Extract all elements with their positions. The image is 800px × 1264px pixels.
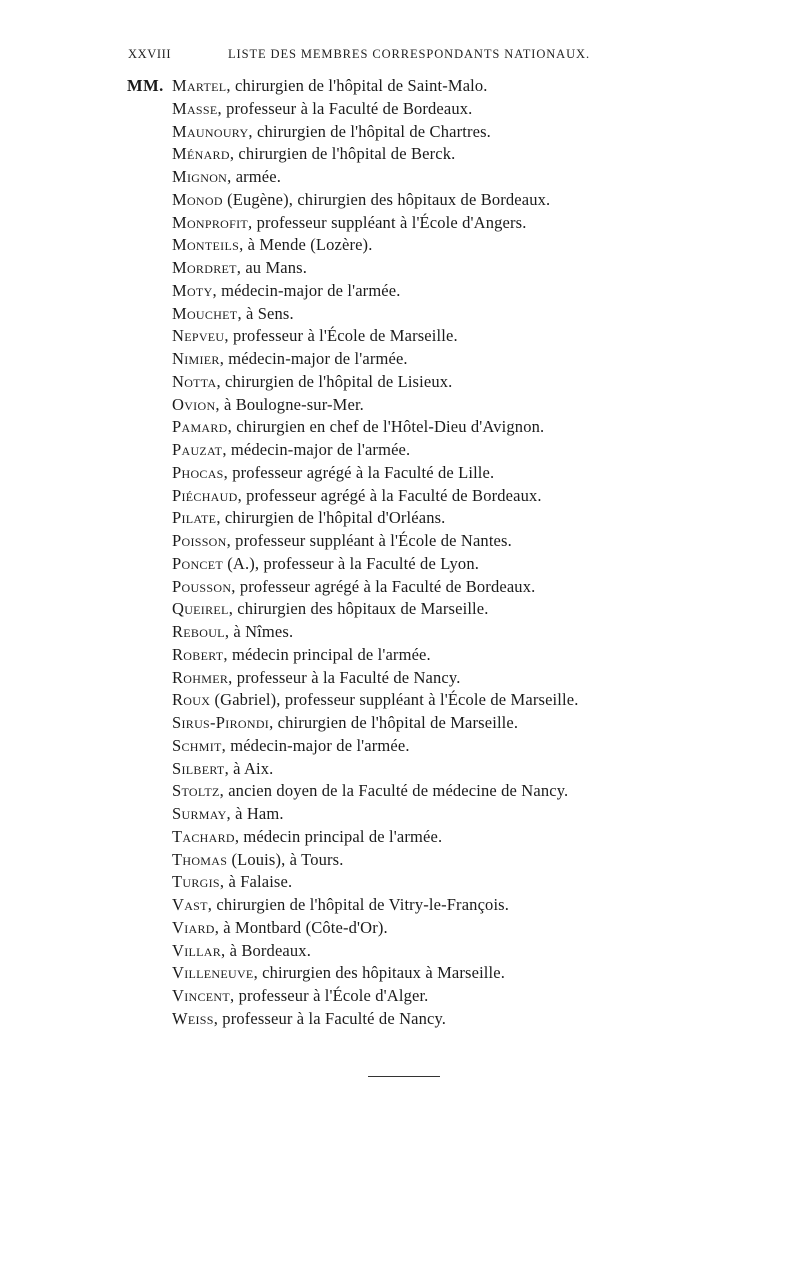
running-title: LISTE DES MEMBRES CORRESPONDANTS NATIONAUX. bbox=[228, 47, 590, 61]
member-description: , au Mans. bbox=[236, 258, 308, 277]
member-name: Pousson bbox=[172, 576, 232, 596]
list-item bbox=[172, 598, 772, 621]
member-description: , à Aix. bbox=[224, 758, 274, 778]
member-description: , à Boulogne-sur-Mer. bbox=[215, 394, 364, 414]
member-name: Poisson bbox=[172, 531, 227, 550]
member-name: Silbert bbox=[172, 758, 225, 778]
list-item bbox=[172, 416, 772, 439]
list-item bbox=[172, 735, 772, 758]
list-item bbox=[172, 303, 772, 326]
member-description: (A.), professeur à la Faculté de Lyon. bbox=[222, 553, 480, 573]
member-description: , à Ham. bbox=[226, 804, 284, 823]
list-item bbox=[172, 667, 772, 690]
member-name: Pauzat bbox=[172, 440, 223, 459]
member-name: Masse bbox=[172, 98, 218, 118]
list-item bbox=[172, 485, 772, 508]
member-description: , médecin principal de l'armée. bbox=[223, 644, 431, 664]
member-name: Nepveu bbox=[172, 326, 225, 346]
list-item bbox=[172, 212, 772, 235]
list-item bbox=[172, 189, 772, 212]
member-description: , professeur agrégé à la Faculté de Bordeaux. bbox=[237, 485, 542, 505]
member-name: Villeneuve bbox=[172, 963, 254, 983]
list-item bbox=[172, 75, 772, 98]
member-name: Monteils bbox=[172, 235, 240, 255]
member-description: , professeur agrégé à la Faculté de Lille. bbox=[223, 462, 495, 482]
member-description: , médecin-major de l'armée. bbox=[219, 349, 408, 368]
member-name: Sirus-Pirondi bbox=[172, 713, 270, 732]
list-item bbox=[172, 712, 772, 735]
member-name: Surmay bbox=[172, 804, 227, 823]
list-item bbox=[172, 371, 772, 394]
member-name: Villar bbox=[172, 940, 222, 960]
list-item bbox=[172, 871, 772, 894]
member-description: , professeur suppléant à l'École de Nantes. bbox=[226, 531, 512, 550]
member-description: , à Montbard (Côte-d'Or). bbox=[214, 917, 388, 937]
member-name: Monod bbox=[172, 189, 223, 209]
member-name: Mordret bbox=[172, 258, 237, 277]
member-description: , professeur à la Faculté de Nancy. bbox=[228, 667, 461, 687]
member-description: , professeur à l'École d'Alger. bbox=[230, 986, 429, 1005]
honorific-prefix: MM. bbox=[127, 76, 164, 95]
member-name: Phocas bbox=[172, 462, 224, 482]
list-item bbox=[172, 394, 772, 417]
member-description: , chirurgien de l'hôpital de Berck. bbox=[229, 144, 456, 164]
member-description: , professeur agrégé à la Faculté de Bordeaux. bbox=[231, 576, 536, 596]
member-description: (Eugène), chirurgien des hôpitaux de Bordeaux. bbox=[222, 189, 551, 209]
member-name: Pamard bbox=[172, 417, 228, 437]
member-description: , à Nîmes. bbox=[224, 622, 294, 641]
list-item bbox=[172, 689, 772, 712]
member-name: Mouchet bbox=[172, 303, 238, 323]
member-name: Viard bbox=[172, 917, 215, 937]
member-name: Rohmer bbox=[172, 667, 229, 687]
member-name: Ménard bbox=[172, 144, 230, 164]
member-description: (Louis), à Tours. bbox=[227, 849, 344, 869]
member-description: , médecin-major de l'armée. bbox=[221, 735, 410, 755]
list-item bbox=[172, 280, 772, 303]
member-description: , chirurgien de l'hôpital de Chartres. bbox=[248, 121, 491, 141]
member-description: , médecin-major de l'armée. bbox=[212, 280, 401, 300]
member-description: , chirurgien des hôpitaux de Marseille. bbox=[228, 599, 489, 619]
closing-rule bbox=[368, 1076, 440, 1077]
member-name: Notta bbox=[172, 371, 217, 391]
list-item bbox=[172, 98, 772, 121]
list-item bbox=[172, 530, 772, 553]
member-description: , chirurgien de l'hôpital de Vitry-le-François. bbox=[207, 895, 510, 914]
member-name: Vast bbox=[172, 895, 208, 914]
member-description: , professeur à la Faculté de Bordeaux. bbox=[217, 98, 473, 118]
member-description: , médecin-major de l'armée. bbox=[222, 440, 411, 459]
member-description: , armée. bbox=[227, 167, 282, 186]
list-item bbox=[172, 803, 772, 826]
list-item bbox=[172, 894, 772, 917]
member-description: , chirurgien de l'hôpital de Saint-Malo. bbox=[226, 76, 488, 95]
member-description: (Gabriel), professeur suppléant à l'École de Marseille. bbox=[210, 690, 579, 710]
member-name: Reboul bbox=[172, 622, 225, 641]
member-name: Poncet bbox=[172, 553, 223, 573]
member-description: , à Bordeaux. bbox=[221, 940, 311, 960]
member-description: , chirurgien de l'hôpital de Marseille. bbox=[269, 713, 519, 732]
member-name: Queirel bbox=[172, 599, 229, 619]
member-name: Roux bbox=[172, 690, 211, 710]
member-description: , chirurgien de l'hôpital d'Orléans. bbox=[216, 508, 446, 528]
member-name: Turgis bbox=[172, 872, 220, 892]
member-name: Stoltz bbox=[172, 781, 220, 801]
member-name: Nimier bbox=[172, 349, 220, 368]
list-item bbox=[172, 166, 772, 189]
member-name: Pilate bbox=[172, 508, 217, 528]
member-name: Mignon bbox=[172, 167, 228, 186]
member-description: , à Falaise. bbox=[219, 872, 293, 892]
list-item bbox=[172, 758, 772, 781]
list-item bbox=[172, 826, 772, 849]
member-description: , professeur à la Faculté de Nancy. bbox=[213, 1008, 447, 1028]
list-item bbox=[172, 325, 772, 348]
member-description: , ancien doyen de la Faculté de médecine de Nancy. bbox=[219, 781, 569, 801]
list-item bbox=[172, 143, 772, 166]
member-description: , médecin principal de l'armée. bbox=[234, 826, 443, 846]
member-name: Weiss bbox=[172, 1008, 214, 1028]
list-item bbox=[172, 1008, 772, 1031]
list-item bbox=[172, 576, 772, 599]
member-name: Monprofit bbox=[172, 212, 249, 232]
member-description: , à Mende (Lozère). bbox=[239, 235, 373, 255]
list-item bbox=[172, 257, 772, 280]
member-description: , chirurgien en chef de l'Hôtel-Dieu d'Avignon. bbox=[227, 417, 545, 437]
list-item bbox=[172, 849, 772, 872]
member-description: , chirurgien des hôpitaux à Marseille. bbox=[253, 963, 506, 983]
member-name: Martel bbox=[172, 76, 227, 95]
list-item bbox=[172, 553, 772, 576]
list-item bbox=[172, 985, 772, 1008]
list-item bbox=[172, 348, 772, 371]
list-item bbox=[172, 439, 772, 462]
member-name: Moty bbox=[172, 280, 213, 300]
member-description: , chirurgien de l'hôpital de Lisieux. bbox=[216, 371, 453, 391]
list-item bbox=[172, 780, 772, 803]
member-name: Thomas bbox=[172, 849, 228, 869]
member-name: Schmit bbox=[172, 735, 222, 755]
member-name: Tachard bbox=[172, 826, 235, 846]
member-name: Robert bbox=[172, 644, 224, 664]
list-item bbox=[172, 621, 772, 644]
list-item bbox=[172, 234, 772, 257]
member-description: , professeur suppléant à l'École d'Angers. bbox=[248, 212, 527, 232]
member-name: Ovion bbox=[172, 394, 216, 414]
list-item bbox=[172, 917, 772, 940]
member-description: , à Sens. bbox=[237, 303, 294, 323]
list-item bbox=[172, 962, 772, 985]
member-name: Maunoury bbox=[172, 121, 249, 141]
page-number: XXVIII bbox=[128, 47, 172, 61]
member-list bbox=[172, 75, 772, 1031]
list-item bbox=[172, 121, 772, 144]
list-item bbox=[172, 462, 772, 485]
member-name: Vincent bbox=[172, 986, 231, 1005]
list-item bbox=[172, 507, 772, 530]
list-item bbox=[172, 644, 772, 667]
member-description: , professeur à l'École de Marseille. bbox=[224, 326, 458, 346]
list-item bbox=[172, 940, 772, 963]
member-name: Piéchaud bbox=[172, 485, 238, 505]
